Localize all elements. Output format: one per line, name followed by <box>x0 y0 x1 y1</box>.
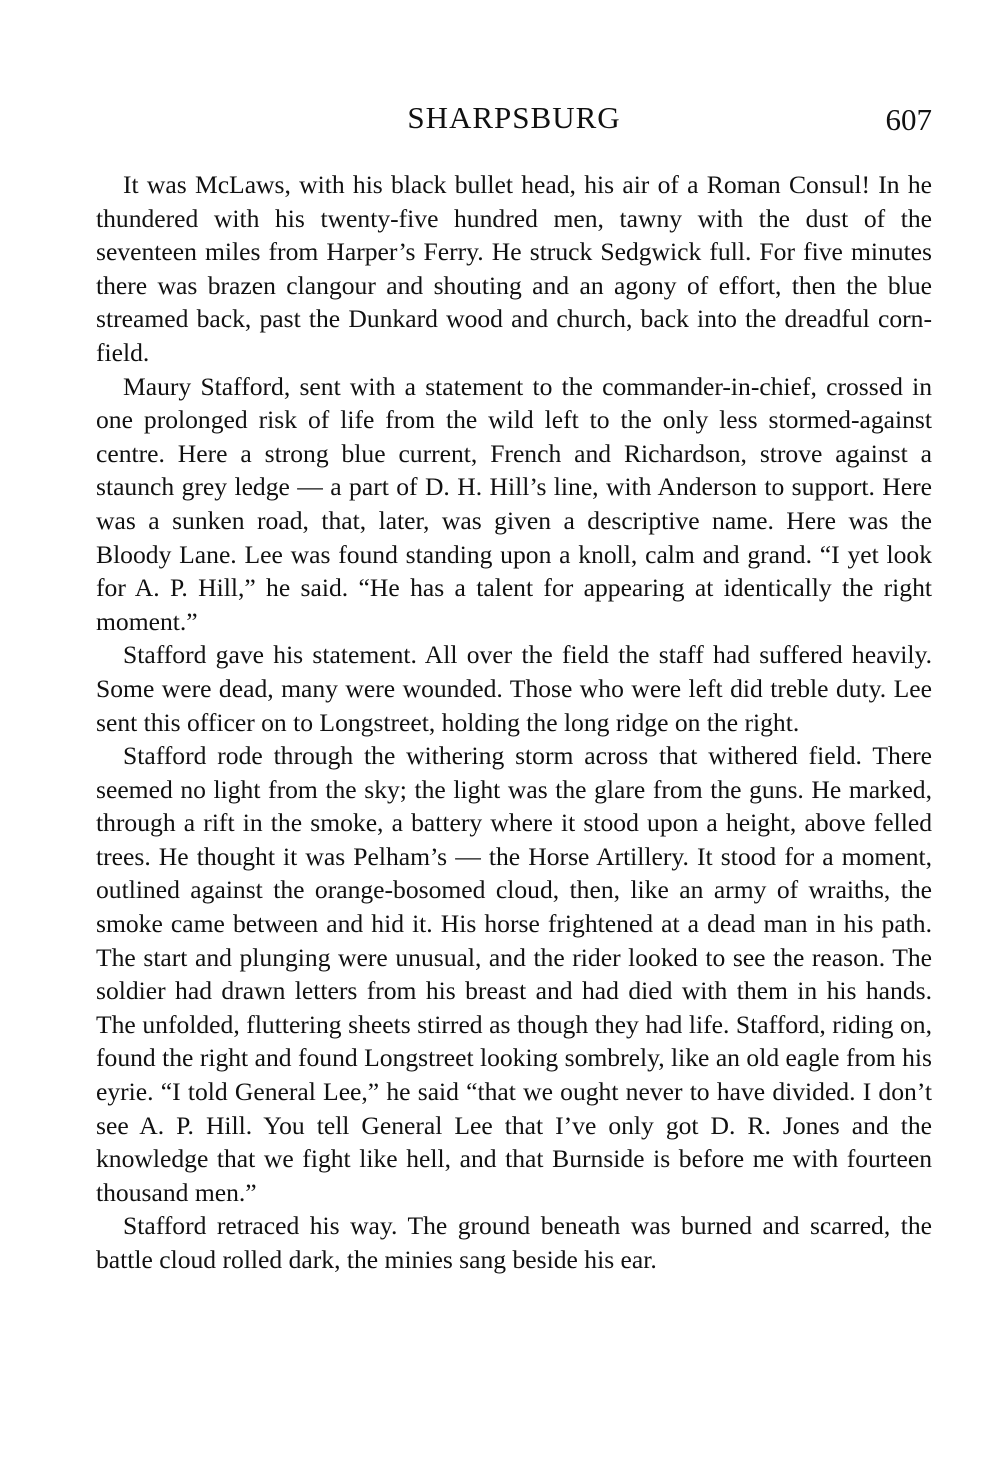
paragraph-3: Stafford gave his statement. All over the field the staff had suffered heavily. Some were dead, many were wounded. Those who were left did treble duty. Lee sent this officer on to Longstreet, holding the long ridge on the right. <box>96 640 932 737</box>
paragraph-5: Stafford retraced his way. The ground beneath was burned and scarred, the battle cloud rolled dark, the minies sang beside his ear. <box>96 1211 932 1274</box>
paragraph-1: It was McLaws, with his black bullet head, his air of a Roman Consul! In he thundered with his twenty-five hundred men, tawny with the dust of the seventeen miles from Harper’s Ferry. He struck Sedgwick full. For five minutes there was brazen clangour and shouting and an agony of effort, then the blue streamed back, past the Dunkard wood and church, back into the dreadful corn-field. <box>96 170 932 367</box>
body-text <box>96 168 932 1277</box>
page-number: 607 <box>885 102 932 137</box>
running-title: SHARPSBURG <box>407 100 621 135</box>
running-head <box>96 100 932 140</box>
paragraph-2: Maury Stafford, sent with a statement to the commander-in-chief, crossed in one prolonged risk of life from the wild left to the only less stormed-against centre. Here a strong blue current, French and Richardson, strove against a staunch grey ledge — a part of D. H. Hill’s line, with Anderson to support. Here was a sunken road, that, later, was given a descriptive name. Here was the Bloody Lane. Lee was found standing upon a knoll, calm and grand. “I yet look for A. P. Hill,” he said. “He has a talent for appearing at identically the right moment.” <box>96 371 932 636</box>
paragraph-4: Stafford rode through the withering storm across that withered field. There seemed no light from the sky; the light was the glare from the guns. He marked, through a rift in the smoke, a battery where it stood upon a height, above felled trees. He thought it was Pelham’s — the Horse Artillery. It stood for a moment, outlined against the orange-bosomed cloud, then, like an army of wraiths, the smoke came between and hid it. His horse frightened at a dead man in his path. The start and plunging were unusual, and the rider looked to see the reason. The soldier had drawn letters from his breast and had died with them in his hands. The unfolded, fluttering sheets stirred as though they had life. Stafford, riding on, found the right and found Longstreet looking sombrely, like an old eagle from his eyrie. “I told General Lee,” he said “that we ought never to have divided. I don’t see A. P. Hill. You tell General Lee that I’ve only got D. R. Jones and the knowledge that we fight like hell, and that Burnside is before me with fourteen thousand men.” <box>96 741 932 1207</box>
